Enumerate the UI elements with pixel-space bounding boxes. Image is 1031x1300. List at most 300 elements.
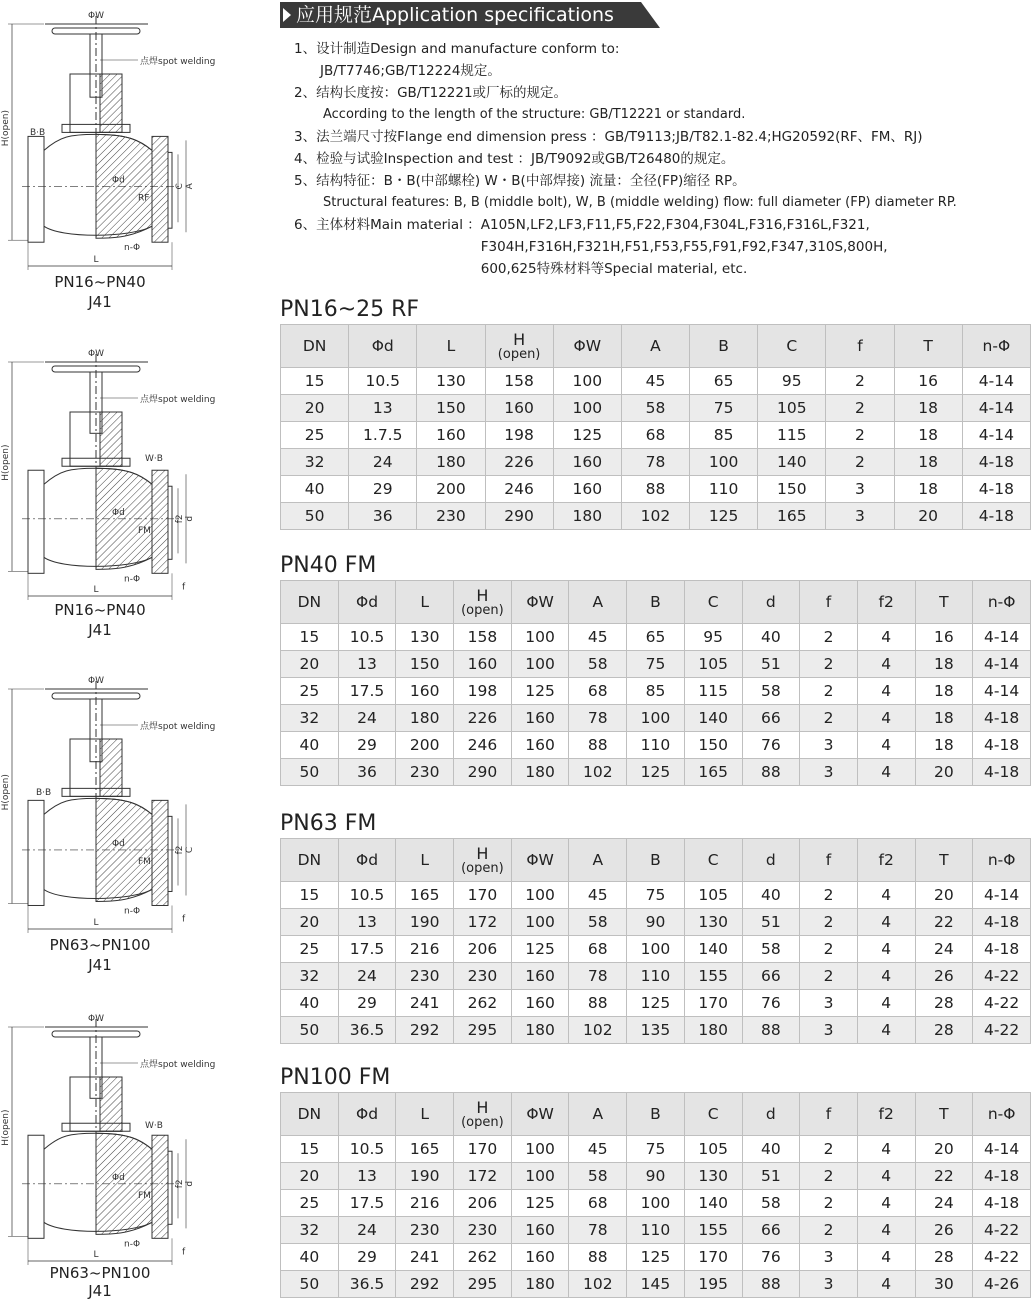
table-cell: 158: [454, 624, 512, 651]
table-cell: 198: [485, 422, 553, 449]
table-cell: 4-22: [973, 1017, 1031, 1044]
dim-label-rf: FM: [138, 856, 151, 867]
table-cell: 40: [281, 732, 339, 759]
table-cell: 65: [627, 624, 685, 651]
dim-label-a: d: [185, 1180, 195, 1187]
table-cell: 295: [454, 1017, 512, 1044]
table-cell: 140: [684, 936, 742, 963]
dim-label-spot: 点焊spot welding: [140, 57, 216, 67]
table-row: [281, 678, 1031, 705]
table-cell: 125: [511, 678, 569, 705]
table-row: [281, 1217, 1031, 1244]
drawing-caption: [0, 935, 200, 975]
column-header: T: [894, 325, 962, 368]
table-cell: 115: [684, 678, 742, 705]
table-cell: 241: [396, 990, 454, 1017]
table-cell: 76: [742, 1244, 800, 1271]
table-cell: 26: [915, 1217, 973, 1244]
column-header: ΦW: [553, 325, 621, 368]
table-cell: 75: [690, 395, 758, 422]
column-header-main: H: [476, 585, 489, 605]
table-cell: 262: [454, 1244, 512, 1271]
material-line: 600,625特殊材料等Special material, etc.: [480, 261, 748, 277]
table-cell: 17.5: [338, 1190, 396, 1217]
table-cell: 40: [281, 476, 349, 503]
table-cell: 40: [281, 1244, 339, 1271]
table-cell: 140: [758, 449, 826, 476]
table-cell: 17.5: [338, 678, 396, 705]
column-header: Φd: [338, 839, 396, 882]
valve-drawing: [0, 665, 270, 933]
table-cell: 206: [454, 936, 512, 963]
table-cell: 22: [915, 1163, 973, 1190]
table-cell: 18: [894, 395, 962, 422]
dim-label-spot: 点焊spot welding: [140, 722, 216, 732]
column-header: B: [627, 581, 685, 624]
table-cell: 26: [915, 963, 973, 990]
table-cell: 66: [742, 705, 800, 732]
column-header: C: [684, 581, 742, 624]
column-header: ΦW: [511, 581, 569, 624]
spec-line-5: 5、结构特征：B・B(中部螺栓) W・B(中部焊接) 流量：全径(FP)缩径 RP。: [294, 173, 746, 189]
dim-label-hopen: H(open): [1, 444, 11, 481]
table-cell: 58: [742, 1190, 800, 1217]
dim-label-c: C: [175, 183, 185, 190]
table-cell: 32: [281, 705, 339, 732]
table-cell: 125: [511, 1190, 569, 1217]
dim-label-c: f2: [175, 1179, 185, 1189]
dim-label-phid: Φd: [112, 507, 125, 518]
table-cell: 58: [569, 1163, 627, 1190]
drawing-caption: [0, 1264, 200, 1300]
table-row: [281, 422, 1031, 449]
table-cell: 100: [511, 651, 569, 678]
table-cell: 3: [800, 759, 858, 786]
table-row: [281, 503, 1031, 530]
caption-model: J41: [88, 293, 112, 311]
table-row: [281, 1271, 1031, 1298]
table-cell: 230: [396, 759, 454, 786]
table-cell: 4: [857, 909, 915, 936]
table-cell: 25: [281, 678, 339, 705]
column-header-sub: (open): [461, 602, 504, 618]
table-cell: 95: [758, 368, 826, 395]
table-cell: 4-18: [962, 476, 1030, 503]
table-header-row: [281, 325, 1031, 368]
table-cell: 4-14: [962, 422, 1030, 449]
table-cell: 4-14: [973, 678, 1031, 705]
table-row: [281, 1190, 1031, 1217]
dim-label-rf: FM: [138, 1190, 151, 1201]
table-cell: 4-18: [962, 449, 1030, 476]
table-cell: 4-14: [973, 882, 1031, 909]
table-cell: 165: [684, 759, 742, 786]
table-cell: 170: [684, 1244, 742, 1271]
table-cell: 22: [915, 909, 973, 936]
table-cell: 36.5: [338, 1017, 396, 1044]
table-row: [281, 1136, 1031, 1163]
column-header: [454, 1093, 512, 1136]
table-cell: 160: [511, 1244, 569, 1271]
table-cell: 24: [915, 936, 973, 963]
table-cell: 2: [826, 368, 894, 395]
column-header: ΦW: [511, 839, 569, 882]
column-header: DN: [281, 1093, 339, 1136]
dim-label-bb: W·B: [145, 1121, 163, 1131]
table-cell: 4-18: [962, 503, 1030, 530]
table-cell: 28: [915, 1017, 973, 1044]
section-title: 应用规范Application specifications: [296, 4, 614, 26]
table-row: [281, 395, 1031, 422]
table-cell: 20: [281, 651, 339, 678]
table-cell: 160: [485, 395, 553, 422]
dim-label-nphi: n-Φ: [124, 574, 141, 585]
table-cell: 45: [569, 624, 627, 651]
table-cell: 165: [758, 503, 826, 530]
caption-pressure: PN16~PN40: [54, 273, 146, 291]
column-header: L: [396, 581, 454, 624]
table-cell: 4-22: [973, 1244, 1031, 1271]
table-cell: 100: [553, 395, 621, 422]
column-header: n-Φ: [973, 839, 1031, 882]
table-cell: 4: [857, 705, 915, 732]
drawing-caption: [0, 272, 200, 312]
table-cell: 15: [281, 624, 339, 651]
table-cell: 160: [396, 678, 454, 705]
table-cell: 45: [621, 368, 689, 395]
table-cell: 4: [857, 732, 915, 759]
table-cell: 2: [826, 395, 894, 422]
table-cell: 32: [281, 963, 339, 990]
table-cell: 105: [758, 395, 826, 422]
table-cell: 4-14: [973, 1136, 1031, 1163]
table-row: [281, 1017, 1031, 1044]
table-cell: 51: [742, 1163, 800, 1190]
drawing-caption: [0, 600, 200, 640]
valve-drawing: [0, 0, 270, 270]
column-header: L: [396, 839, 454, 882]
table-cell: 88: [742, 759, 800, 786]
table-cell: 90: [627, 1163, 685, 1190]
table-row: [281, 651, 1031, 678]
table-cell: 40: [742, 882, 800, 909]
column-header: f: [800, 839, 858, 882]
table-cell: 51: [742, 909, 800, 936]
table-cell: 95: [684, 624, 742, 651]
table-header-row: [281, 581, 1031, 624]
table-cell: 292: [396, 1017, 454, 1044]
column-header: C: [684, 839, 742, 882]
table-cell: 130: [684, 1163, 742, 1190]
table-cell: 180: [511, 1017, 569, 1044]
table-cell: 20: [915, 759, 973, 786]
table-section: [280, 810, 1031, 1044]
table-cell: 198: [454, 678, 512, 705]
table-cell: 180: [684, 1017, 742, 1044]
table-cell: 4-14: [973, 624, 1031, 651]
table-cell: 4-22: [973, 990, 1031, 1017]
table-cell: 100: [627, 1190, 685, 1217]
table-cell: 4-18: [973, 759, 1031, 786]
table-cell: 170: [454, 882, 512, 909]
table-row: [281, 732, 1031, 759]
dimension-table: [280, 1092, 1031, 1298]
dim-label-rf: FM: [138, 525, 151, 536]
valve-outline: [8, 354, 186, 600]
spec-list: [280, 38, 1031, 280]
table-row: [281, 990, 1031, 1017]
table-cell: 4: [857, 963, 915, 990]
table-cell: 13: [338, 1163, 396, 1190]
table-cell: 155: [684, 963, 742, 990]
table-cell: 290: [454, 759, 512, 786]
material-line: F304H,F316H,F321H,F51,F53,F55,F91,F92,F347,310S,800H,: [480, 239, 888, 255]
column-header: n-Φ: [973, 581, 1031, 624]
table-cell: 75: [627, 882, 685, 909]
table-cell: 29: [338, 1244, 396, 1271]
table-cell: 18: [915, 678, 973, 705]
table-cell: 3: [800, 990, 858, 1017]
table-cell: 165: [396, 1136, 454, 1163]
table-row: [281, 624, 1031, 651]
table-cell: 4: [857, 1271, 915, 1298]
table-row: [281, 909, 1031, 936]
dim-label-a: C: [185, 846, 195, 854]
table-cell: 68: [569, 936, 627, 963]
triangle-icon: [283, 8, 291, 22]
spec-line-4: 4、检验与试验Inspection and test ：JB/T9092或GB/T26480的规定。: [294, 151, 735, 167]
table-row: [281, 882, 1031, 909]
table-cell: 50: [281, 1017, 339, 1044]
column-header: f2: [857, 581, 915, 624]
table-cell: 25: [281, 422, 349, 449]
dim-label-hopen: H(open): [1, 774, 11, 811]
table-cell: 13: [349, 395, 417, 422]
table-section: [280, 296, 1031, 530]
table-row: [281, 449, 1031, 476]
column-header: A: [569, 581, 627, 624]
table-cell: 180: [511, 759, 569, 786]
column-header: L: [417, 325, 485, 368]
table-cell: 262: [454, 990, 512, 1017]
column-header: C: [758, 325, 826, 368]
dim-label-nphi: n-Φ: [124, 906, 141, 917]
table-cell: 110: [627, 732, 685, 759]
table-cell: 135: [627, 1017, 685, 1044]
table-cell: 20: [281, 909, 339, 936]
table-cell: 25: [281, 1190, 339, 1217]
valve-outline: [8, 16, 186, 270]
dim-label-c: f2: [175, 845, 185, 855]
table-cell: 100: [627, 936, 685, 963]
table-cell: 88: [569, 990, 627, 1017]
column-header: [454, 839, 512, 882]
column-header: T: [915, 581, 973, 624]
dim-label-bb: B·B: [30, 128, 46, 138]
table-cell: 20: [281, 1163, 339, 1190]
valve-outline: [8, 1019, 186, 1265]
dim-label-bb: B·B: [36, 788, 52, 798]
table-cell: 32: [281, 1217, 339, 1244]
dim-label-l: L: [93, 255, 99, 265]
caption-pressure: PN63~PN100: [49, 1264, 151, 1282]
table-cell: 10.5: [349, 368, 417, 395]
table-cell: 18: [894, 476, 962, 503]
table-row: [281, 705, 1031, 732]
table-cell: 226: [485, 449, 553, 476]
column-header-main: H: [476, 843, 489, 863]
dim-label-spot: 点焊spot welding: [140, 1060, 216, 1070]
column-header: A: [569, 1093, 627, 1136]
dim-label-dim_w: ΦW: [88, 1014, 104, 1024]
table-cell: 100: [511, 624, 569, 651]
table-cell: 4: [857, 1017, 915, 1044]
caption-model: J41: [88, 956, 112, 974]
dim-label-l: L: [93, 918, 99, 928]
table-cell: 45: [569, 882, 627, 909]
table-cell: 24: [349, 449, 417, 476]
table-cell: 295: [454, 1271, 512, 1298]
table-cell: 140: [684, 1190, 742, 1217]
column-header: f: [800, 581, 858, 624]
table-cell: 100: [511, 1136, 569, 1163]
table-cell: 40: [742, 1136, 800, 1163]
table-cell: 2: [800, 1136, 858, 1163]
table-cell: 4-18: [973, 1163, 1031, 1190]
table-cell: 110: [627, 1217, 685, 1244]
table-cell: 4: [857, 1244, 915, 1271]
table-cell: 10.5: [338, 882, 396, 909]
table-cell: 160: [511, 963, 569, 990]
content-column: [280, 0, 1031, 1293]
table-cell: 105: [684, 1136, 742, 1163]
spec-line-1: 1、设计制造Design and manufacture conform to:: [294, 41, 620, 57]
column-header: A: [621, 325, 689, 368]
table-cell: 226: [454, 705, 512, 732]
table-cell: 50: [281, 503, 349, 530]
dim-label-spot: 点焊spot welding: [140, 395, 216, 405]
table-cell: 15: [281, 1136, 339, 1163]
table-cell: 190: [396, 1163, 454, 1190]
table-cell: 2: [826, 449, 894, 476]
spec-line-3: 3、法兰端尺寸按Flange end dimension press ：GB/T9113;JB/T82.1-82.4;HG20592(RF、FM、RJ): [294, 129, 923, 145]
caption-pressure: PN16~PN40: [54, 601, 146, 619]
drawings-column: [0, 0, 270, 1300]
column-header: [454, 581, 512, 624]
column-header: d: [742, 1093, 800, 1136]
table-cell: 78: [569, 705, 627, 732]
dim-label-dim_w: ΦW: [88, 11, 104, 21]
table-cell: 100: [511, 882, 569, 909]
table-cell: 155: [684, 1217, 742, 1244]
table-cell: 145: [627, 1271, 685, 1298]
column-header-sub: (open): [497, 346, 541, 362]
table-cell: 158: [485, 368, 553, 395]
table-cell: 78: [569, 1217, 627, 1244]
column-header-sub: (open): [461, 1114, 504, 1130]
table-cell: 88: [621, 476, 689, 503]
table-cell: 230: [396, 963, 454, 990]
spec-line-2b: According to the length of the structure: GB/T12221 or standard.: [323, 107, 746, 122]
table-cell: 3: [826, 503, 894, 530]
table-section: [280, 552, 1031, 786]
table-cell: 4-22: [973, 1217, 1031, 1244]
table-cell: 29: [338, 732, 396, 759]
table-cell: 216: [396, 936, 454, 963]
dim-label-bb: W·B: [145, 454, 163, 464]
table-cell: 125: [690, 503, 758, 530]
column-header: d: [742, 581, 800, 624]
dim-label-l: L: [93, 585, 99, 595]
table-cell: 172: [454, 1163, 512, 1190]
table-cell: 2: [800, 963, 858, 990]
material-label: 6、主体材料Main material ：: [294, 217, 481, 233]
table-cell: 160: [553, 449, 621, 476]
table-section: [280, 1064, 1031, 1298]
table-cell: 17.5: [338, 936, 396, 963]
table-cell: 4: [857, 759, 915, 786]
table-cell: 170: [454, 1136, 512, 1163]
table-cell: 4-14: [962, 368, 1030, 395]
table-cell: 230: [396, 1217, 454, 1244]
table-cell: 4: [857, 882, 915, 909]
table-cell: 13: [338, 651, 396, 678]
valve-outline: [8, 681, 186, 933]
table-cell: 66: [742, 963, 800, 990]
table-cell: 125: [627, 1244, 685, 1271]
table-cell: 18: [915, 651, 973, 678]
table-cell: 4-18: [973, 936, 1031, 963]
table-cell: 3: [800, 1271, 858, 1298]
table-cell: 78: [621, 449, 689, 476]
spec-line-2: 2、结构长度按：GB/T12221或厂标的规定。: [294, 85, 568, 101]
table-cell: 28: [915, 990, 973, 1017]
column-header-sub: (open): [461, 860, 504, 876]
material-values: [481, 214, 888, 280]
table-cell: 3: [800, 732, 858, 759]
table-cell: 15: [281, 368, 349, 395]
table-cell: 4: [857, 990, 915, 1017]
column-header: DN: [281, 325, 349, 368]
table-cell: 180: [553, 503, 621, 530]
table-cell: 290: [485, 503, 553, 530]
table-row: [281, 963, 1031, 990]
table-cell: 180: [511, 1271, 569, 1298]
table-cell: 50: [281, 1271, 339, 1298]
spec-line-6: [280, 214, 1031, 280]
table-cell: 125: [553, 422, 621, 449]
table-cell: 160: [511, 1217, 569, 1244]
table-cell: 3: [826, 476, 894, 503]
column-header: Φd: [338, 581, 396, 624]
dim-label-a: A: [185, 183, 195, 190]
dim-label-rf: RF: [138, 193, 150, 204]
column-header: B: [627, 1093, 685, 1136]
table-cell: 110: [690, 476, 758, 503]
dim-label-phid: Φd: [112, 838, 125, 849]
table-cell: 58: [742, 936, 800, 963]
table-cell: 18: [915, 705, 973, 732]
column-header: DN: [281, 581, 339, 624]
table-cell: 20: [281, 395, 349, 422]
table-cell: 2: [800, 705, 858, 732]
table-cell: 241: [396, 1244, 454, 1271]
table-cell: 16: [894, 368, 962, 395]
table-cell: 230: [417, 503, 485, 530]
table-cell: 88: [742, 1017, 800, 1044]
table-cell: 4: [857, 1163, 915, 1190]
dimension-table: [280, 838, 1031, 1044]
